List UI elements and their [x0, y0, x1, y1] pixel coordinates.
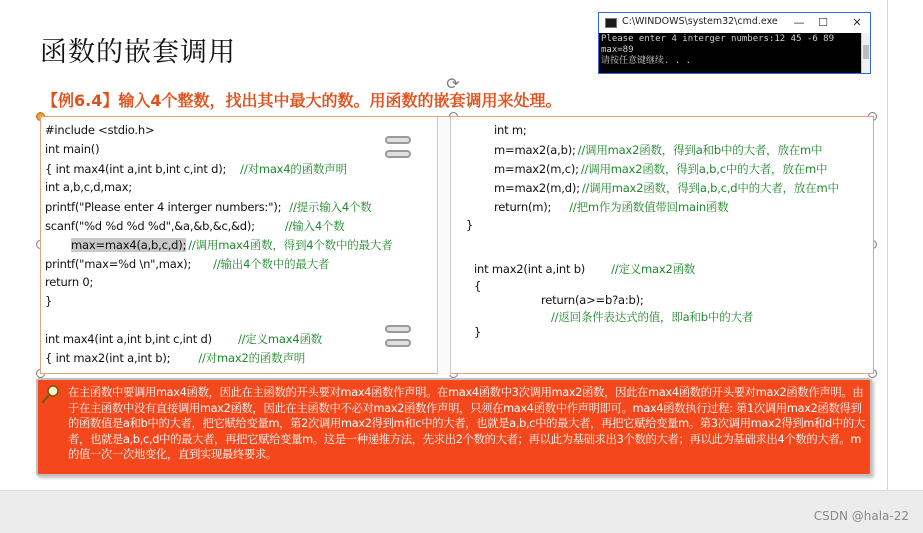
code-comment: //调用max2函数，得到a和b中的大者，放在m中	[577, 143, 823, 157]
code-comment: //提示输入4个数	[289, 200, 372, 214]
code-line	[494, 199, 729, 215]
code-text: scanf("%d %d %d %d",&a,&b,&c,&d);	[45, 219, 255, 233]
code-text: return(a>=b?a:b);	[541, 293, 644, 307]
scrollbar-thumb[interactable]	[863, 45, 869, 59]
code-comment: //定义max2函数	[611, 262, 696, 276]
example-heading: 【例6.4】输入4个整数，找出其中最大的数。用函数的嵌套调用来处理。	[42, 91, 562, 110]
binder-ring	[385, 150, 411, 158]
cmd-output	[599, 33, 861, 73]
close-button[interactable]: ✕	[852, 16, 862, 29]
binder-ring	[385, 136, 411, 144]
code-comment: //输出4个数中的最大者	[213, 257, 330, 271]
code-line	[71, 237, 393, 253]
code-text: return(m);	[494, 200, 552, 214]
code-text: { int max2(int a,int b);	[45, 351, 171, 365]
code-line	[45, 218, 345, 234]
code-line	[45, 256, 329, 272]
code-image[interactable]	[40, 116, 874, 374]
code-line	[541, 293, 644, 307]
code-text: m=max2(m,d);	[494, 181, 580, 195]
code-line	[45, 331, 322, 347]
code-page-right	[451, 117, 871, 375]
terminal-icon	[605, 18, 617, 28]
code-text: }	[45, 294, 53, 308]
watermark: CSDN @hala-22	[813, 509, 909, 523]
binder-ring	[385, 339, 411, 347]
cmd-window-title: C:\WINDOWS\system32\cmd.exe	[622, 16, 778, 27]
code-line	[45, 123, 154, 137]
code-line	[45, 161, 347, 177]
code-text: printf("max=%d \n",max);	[45, 257, 192, 271]
code-line	[494, 123, 527, 137]
code-text: #include <stdio.h>	[45, 123, 155, 137]
cmd-scrollbar[interactable]	[861, 33, 870, 73]
code-line	[474, 261, 695, 277]
code-line	[474, 325, 481, 339]
binder-ring	[385, 325, 411, 333]
code-text: {	[474, 279, 482, 293]
code-text: int m;	[494, 123, 527, 137]
code-comment: //对max2的函数声明	[198, 351, 306, 365]
cmd-output-line: max=89	[601, 45, 634, 55]
cmd-titlebar[interactable]	[599, 13, 870, 33]
code-comment: //调用max2函数，得到a,b,c中的大者，放在m中	[580, 162, 828, 176]
notebook-spine	[437, 117, 451, 375]
code-comment: //调用max4函数，得到4个数中的最大者	[188, 238, 393, 252]
code-text: return 0;	[45, 275, 94, 289]
code-line	[45, 180, 132, 194]
bottom-panel	[0, 490, 923, 533]
cmd-output-line: Please enter 4 interger numbers:12 45 -6 89	[601, 34, 834, 44]
code-page-left	[41, 117, 437, 375]
minimize-button[interactable]: —	[793, 16, 805, 29]
code-comment: //把m作为函数值带回main函数	[569, 200, 729, 214]
code-text: int max2(int a,int b)	[474, 262, 586, 276]
cmd-output-line: 请按任意键继续. . .	[601, 56, 692, 66]
code-text: }	[474, 325, 482, 339]
explanation-text: 在主函数中要调用max4函数，因此在主函数的开头要对max4函数作声明。在max4函数中3次调用max2函数，因此在max4函数的开头要对max2函数作声明。由于在主函数中没有直接调用max2函数，因此在主函数中不必对max2函数作声明，只须在max4函数中作声明即可。max4函数执行过程: 第1次调用max2函数得到的函数值是a和b中的大者，把它赋给变量m，第2次调用max2得到m和c中的大者，也就是a,b,c中的最大者，再把它赋给变量m。第3次调用max2得到m和d中的大者，也就是a,b,c,d中的最大者，再把它赋给变量m。这是一种递推方法，先求出2个数的大者；再以此为基础求出3个数的大者；再以此为基础求出4个数的大者。m的值一次一次地变化，直到实现最终要求。	[68, 386, 865, 462]
rotate-handle-icon[interactable]: ⟳	[446, 74, 460, 93]
code-comment: //调用max2函数，得到a,b,c,d中的大者，放在m中	[581, 181, 839, 195]
magnifier-icon	[41, 384, 61, 404]
code-line	[45, 199, 372, 215]
code-text: int max4(int a,int b,int c,int d)	[45, 332, 212, 346]
code-line	[541, 309, 753, 325]
code-line	[45, 142, 99, 156]
code-text: int a,b,c,d,max;	[45, 180, 132, 194]
code-comment: //返回条件表达式的值，即a和b中的大者	[551, 310, 754, 324]
slide-edge	[887, 0, 888, 490]
code-text: int main()	[45, 142, 100, 156]
code-line	[45, 275, 93, 289]
slide-title: 函数的嵌套调用	[40, 37, 236, 68]
code-comment: //定义max4函数	[237, 332, 323, 346]
code-line	[45, 294, 52, 308]
code-line	[494, 161, 827, 177]
maximize-button[interactable]: ☐	[818, 16, 828, 29]
code-text: printf("Please enter 4 interger numbers:");	[45, 200, 282, 214]
code-line	[474, 279, 481, 293]
code-comment: //输入4个数	[284, 219, 345, 233]
code-text: { int max4(int a,int b,int c,int d);	[45, 162, 227, 176]
cmd-window[interactable]	[598, 12, 871, 74]
code-text: max=max4(a,b,c,d);	[71, 238, 187, 252]
code-text: m=max2(m,c);	[494, 162, 579, 176]
code-text: }	[466, 218, 474, 232]
code-comment: //对max4的函数声明	[240, 162, 347, 176]
code-line	[494, 142, 822, 158]
explanation-callout	[36, 378, 872, 476]
code-line	[45, 350, 305, 366]
code-text: m=max2(a,b);	[494, 143, 576, 157]
code-line	[494, 180, 839, 196]
code-line	[466, 218, 473, 232]
